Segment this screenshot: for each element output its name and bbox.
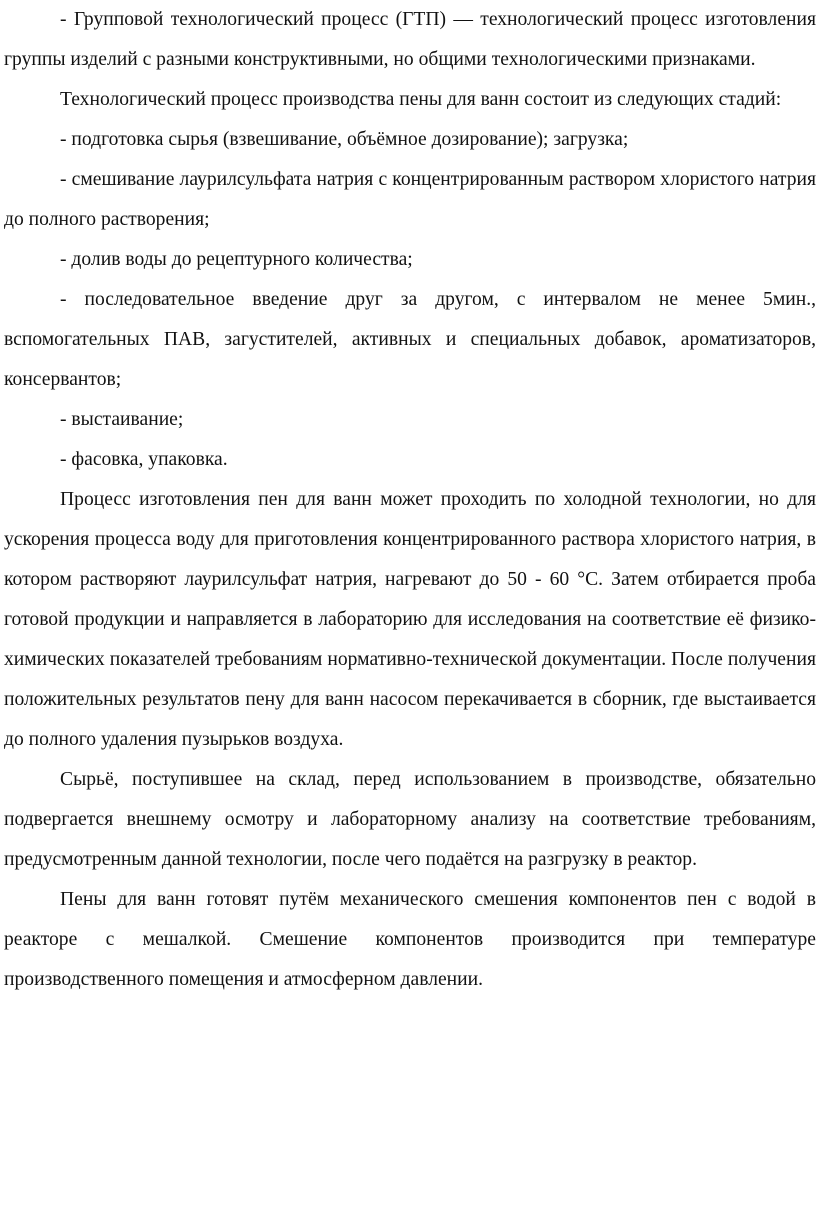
paragraph-mixing-conditions: Пены для ванн готовят путём механического смешения компонентов пен с водой в реакторе с мешалкой. Смешение компонентов производится при температуре производственного помещения и атмосферном давлении. (4, 889, 816, 990)
list-item-water-addition: - долив воды до рецептурного количества; (60, 249, 413, 270)
list-item-packaging: - фасовка, упаковка. (60, 449, 228, 470)
paragraph-gtp-definition: - Групповой технологический процесс (ГТП) — технологический процесс изготовления группы изделий с разными конструктивными, но общими технологическими признаками. (4, 9, 816, 70)
paragraph-stages-intro: Технологический процесс производства пены для ванн состоит из следующих стадий: (60, 89, 782, 110)
list-item-raw-material-preparation: - подготовка сырья (взвешивание, объёмное дозирование); загрузка; (60, 129, 629, 150)
paragraph-raw-material-control: Сырьё, поступившее на склад, перед использованием в производстве, обязательно подвергается внешнему осмотру и лабораторному анализу на соответствие требованиям, предусмотренным данной технологии, после чего подаётся на разгрузку в реактор. (4, 769, 816, 870)
paragraph-process-description: Процесс изготовления пен для ванн может проходить по холодной технологии, но для ускорения процесса воду для приготовления концентрированного раствора хлористого натрия, в котором растворяют лаурилсульфат натрия, нагревают до 50 - 60 °С. Затем отбирается проба готовой продукции и направляется в лабораторию для исследования на соответствие её физико-химических показателей требованиям нормативно-технической документации. После получения положительных результатов пену для ванн насосом перекачивается в сборник, где выстаивается до полного удаления пузырьков воздуха. (4, 489, 816, 750)
list-item-sequential-introduction: - последовательное введение друг за другом, с интервалом не менее 5мин., вспомогательных ПАВ, загустителей, активных и специальных добавок, ароматизаторов, консервантов; (4, 289, 816, 390)
list-item-mixing: - смешивание лаурилсульфата натрия с концентрированным раствором хлористого натрия до полного растворения; (4, 169, 816, 230)
list-item-settling: - выстаивание; (60, 409, 184, 430)
